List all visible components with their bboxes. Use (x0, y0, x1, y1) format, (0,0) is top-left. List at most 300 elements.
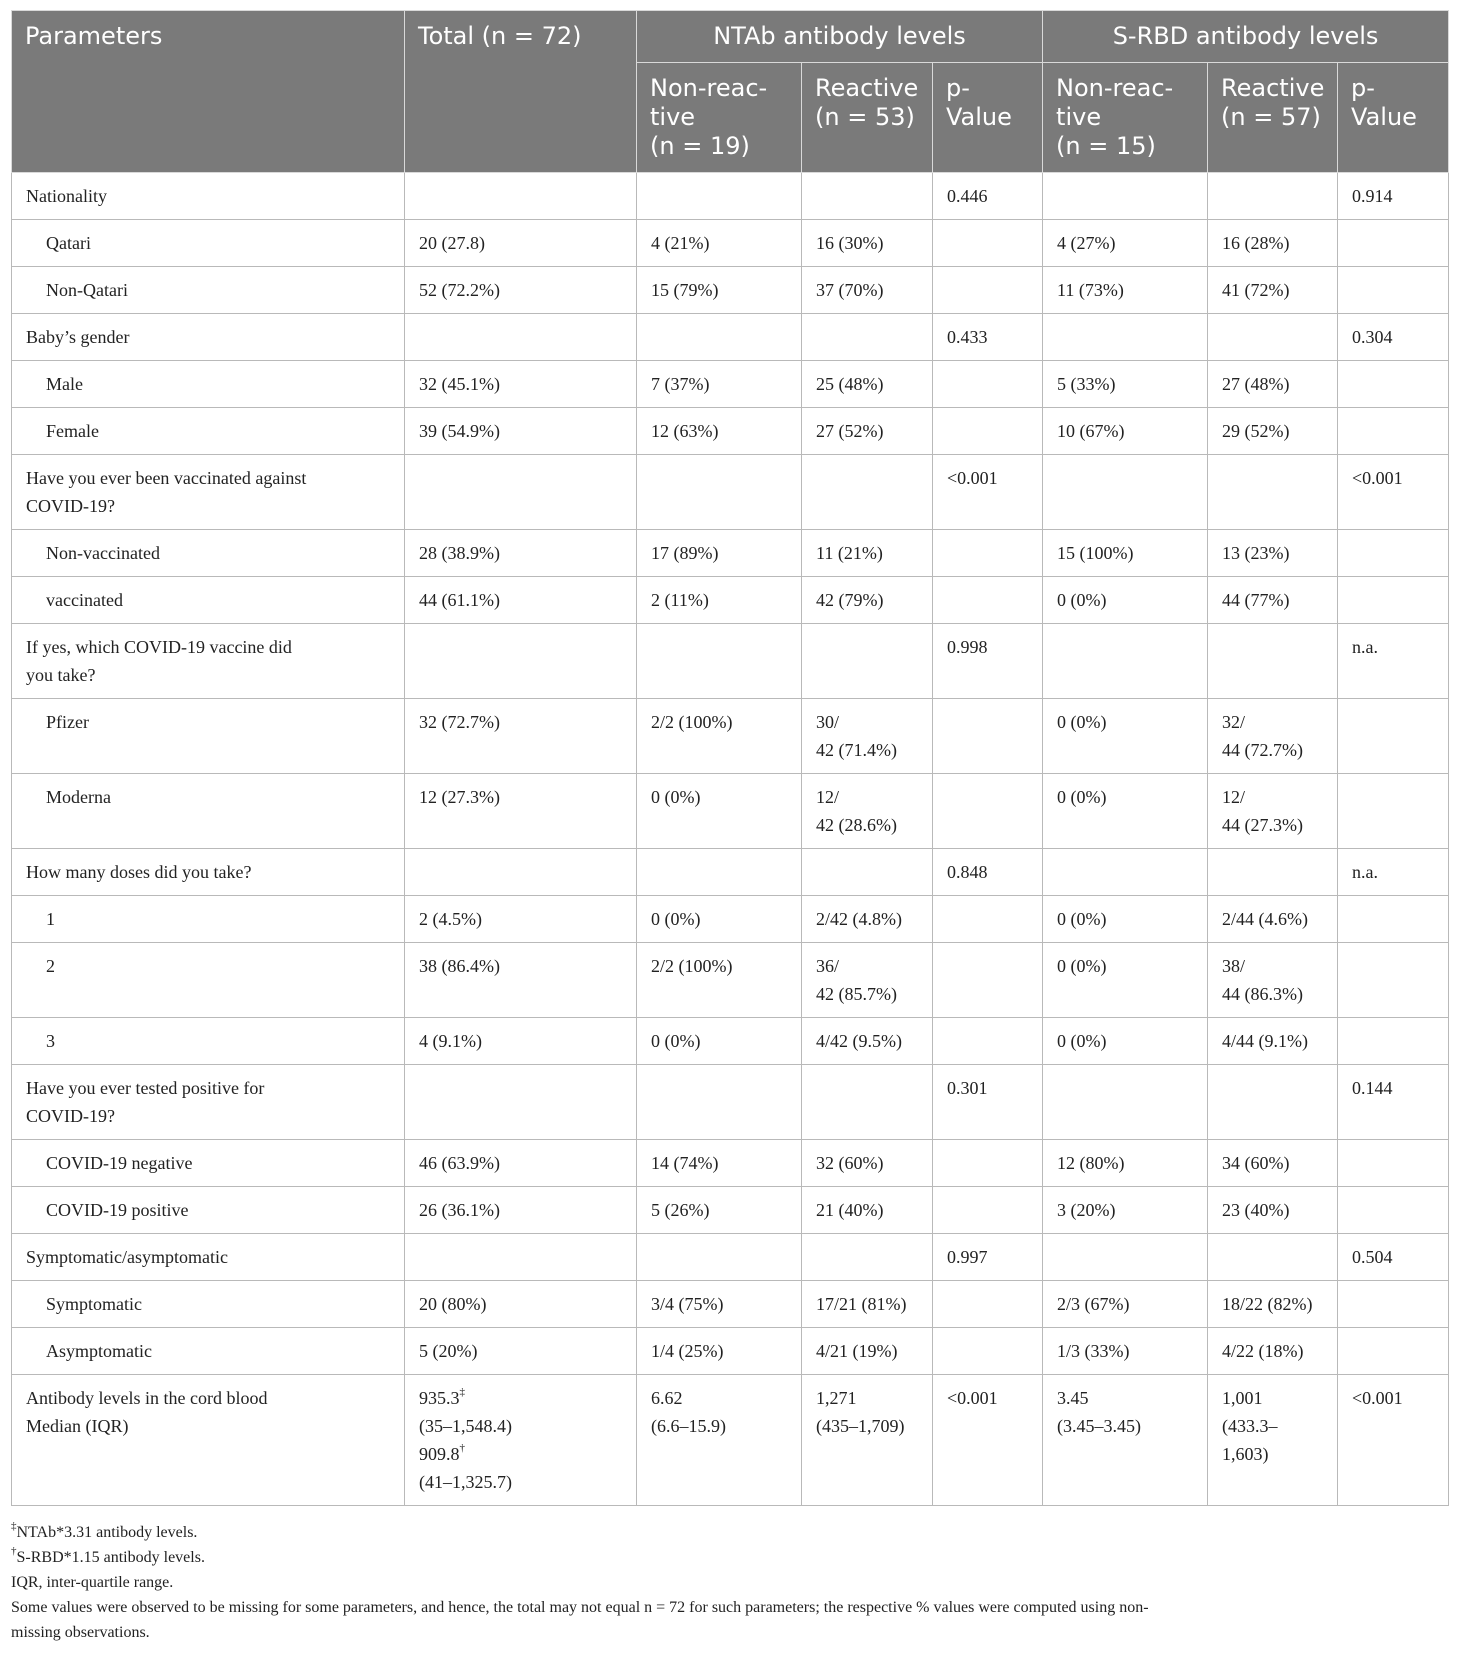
cell-line: p- (1351, 74, 1375, 102)
cell-ntab-pvalue (933, 774, 1043, 849)
cell-srbd-reactive (1208, 1234, 1338, 1281)
cell-line: 36/ (816, 956, 840, 976)
cell-line: tive (1056, 103, 1102, 131)
cell-line: 2/2 (100%) (651, 712, 733, 732)
cell-srbd-reactive (1208, 849, 1338, 896)
cell-ntab-nonreactive (637, 173, 802, 220)
cell-line: 0.144 (1352, 1078, 1393, 1098)
cell-line: 0 (0%) (1057, 590, 1107, 610)
cell-ntab-reactive (802, 1065, 933, 1140)
cell-line: 5 (26%) (651, 1200, 710, 1220)
cell-total (405, 1065, 637, 1140)
cell-ntab-reactive (802, 267, 933, 314)
cell-label (12, 361, 405, 408)
table-row (12, 1281, 1449, 1328)
cell-total (405, 1018, 637, 1065)
cell-label (12, 267, 405, 314)
cell-line: 16 (30%) (816, 233, 884, 253)
cell-line: 4 (21%) (651, 233, 710, 253)
cell-srbd-reactive (1208, 896, 1338, 943)
table-row (12, 1234, 1449, 1281)
table-row (12, 408, 1449, 455)
cell-line: Value (946, 103, 1012, 131)
cell-ntab-pvalue (933, 1281, 1043, 1328)
cell-srbd-pvalue (1338, 849, 1449, 896)
cell-line: 0 (0%) (1057, 712, 1107, 732)
cell-line: n.a. (1352, 862, 1379, 882)
cell-line: 44 (72.7%) (1222, 740, 1304, 760)
cell-label (12, 173, 405, 220)
cell-srbd-reactive (1208, 361, 1338, 408)
cell-line: (n = 57) (1221, 103, 1321, 131)
header-srbd-group: S-RBD antibody levels (1043, 11, 1449, 63)
cell-ntab-nonreactive (637, 1065, 802, 1140)
cell-line: 1/4 (25%) (651, 1341, 724, 1361)
cell-line: Have you ever been vaccinated against (26, 468, 307, 488)
header-srbd-reactive (1208, 63, 1338, 173)
footnote-3: IQR, inter-quartile range. (11, 1574, 174, 1591)
cell-srbd-pvalue (1338, 173, 1449, 220)
cell-line: 0 (0%) (1057, 787, 1107, 807)
cell-ntab-reactive (802, 896, 933, 943)
cell-srbd-pvalue (1338, 1018, 1449, 1065)
cell-srbd-pvalue (1338, 1281, 1449, 1328)
cell-label (12, 408, 405, 455)
cell-srbd-nonreactive (1043, 361, 1208, 408)
cell-line: 12/ (816, 787, 840, 807)
cell-srbd-pvalue (1338, 314, 1449, 361)
cell-line: (435–1,709) (816, 1416, 905, 1436)
cell-line: 30/ (816, 712, 840, 732)
cell-srbd-nonreactive (1043, 267, 1208, 314)
cell-ntab-reactive (802, 1234, 933, 1281)
cell-ntab-reactive (802, 774, 933, 849)
cell-ntab-reactive (802, 943, 933, 1018)
cell-line: <0.001 (947, 1388, 998, 1408)
cell-srbd-reactive (1208, 1375, 1338, 1506)
cell-line: 20 (27.8) (419, 233, 485, 253)
cell-srbd-reactive (1208, 774, 1338, 849)
table-row (12, 1018, 1449, 1065)
cell-line: 1,603) (1222, 1444, 1269, 1464)
cell-line: 0.301 (947, 1078, 988, 1098)
cell-line: Nationality (26, 186, 107, 206)
cell-line: 2/44 (4.6%) (1222, 909, 1309, 929)
cell-line: 12 (80%) (1057, 1153, 1125, 1173)
cell-ntab-pvalue (933, 1187, 1043, 1234)
cell-label (12, 896, 405, 943)
cell-ntab-pvalue (933, 943, 1043, 1018)
header-parameters: Parameters (12, 11, 405, 173)
cell-label (12, 1065, 405, 1140)
cell-label (12, 1375, 405, 1506)
cell-ntab-pvalue (933, 361, 1043, 408)
cell-srbd-pvalue (1338, 408, 1449, 455)
cell-total (405, 1234, 637, 1281)
dagger-mark: † (459, 1442, 465, 1454)
cell-line: 0 (0%) (651, 1031, 701, 1051)
footnote-4 (11, 1595, 1448, 1645)
cell-line: 0.848 (947, 862, 988, 882)
cell-srbd-pvalue (1338, 896, 1449, 943)
cell-srbd-nonreactive (1043, 1140, 1208, 1187)
cell-line: 3/4 (75%) (651, 1294, 724, 1314)
cell-srbd-nonreactive (1043, 173, 1208, 220)
cell-total (405, 267, 637, 314)
cell-ntab-nonreactive (637, 1018, 802, 1065)
cell-line: 0.304 (1352, 327, 1393, 347)
cell-line: 32 (45.1%) (419, 374, 500, 394)
cell-srbd-pvalue (1338, 361, 1449, 408)
cell-line: <0.001 (1352, 1388, 1403, 1408)
table-row-antibody-levels (12, 1375, 1449, 1506)
cell-srbd-nonreactive (1043, 774, 1208, 849)
table-row (12, 849, 1449, 896)
cell-line: 3 (46, 1031, 55, 1051)
cell-ntab-pvalue (933, 896, 1043, 943)
cell-line: 42 (79%) (816, 590, 884, 610)
cell-ntab-reactive (802, 220, 933, 267)
cell-ntab-nonreactive (637, 624, 802, 699)
cell-ntab-pvalue (933, 699, 1043, 774)
cell-label (12, 577, 405, 624)
cell-ntab-pvalue (933, 220, 1043, 267)
cell-line: 2 (4.5%) (419, 909, 482, 929)
cell-label (12, 849, 405, 896)
cell-ntab-reactive (802, 624, 933, 699)
cell-line: 16 (28%) (1222, 233, 1290, 253)
cell-line: 46 (63.9%) (419, 1153, 500, 1173)
cell-srbd-pvalue (1338, 1234, 1449, 1281)
cell-line: 2 (46, 956, 55, 976)
cell-line: n.a. (1352, 637, 1379, 657)
cell-ntab-nonreactive (637, 267, 802, 314)
cell-total (405, 1187, 637, 1234)
double-dagger-mark: ‡ (459, 1386, 465, 1398)
cell-ntab-nonreactive (637, 774, 802, 849)
table-header (12, 11, 1449, 173)
cell-total (405, 220, 637, 267)
cell-label (12, 1234, 405, 1281)
cell-line: (433.3– (1222, 1416, 1278, 1436)
cell-srbd-reactive (1208, 314, 1338, 361)
cell-line: 44 (86.3%) (1222, 984, 1304, 1004)
cell-line: 0 (0%) (1057, 956, 1107, 976)
cell-srbd-pvalue (1338, 699, 1449, 774)
header-ntab-nonreactive (637, 63, 802, 173)
cell-srbd-nonreactive (1043, 314, 1208, 361)
cell-line: Symptomatic/asymptomatic (26, 1247, 228, 1267)
table-row (12, 267, 1449, 314)
table-row (12, 896, 1449, 943)
cell-label (12, 1140, 405, 1187)
table-row (12, 1187, 1449, 1234)
cell-ntab-pvalue (933, 1234, 1043, 1281)
cell-srbd-pvalue (1338, 455, 1449, 530)
cell-ntab-nonreactive (637, 530, 802, 577)
cell-line: 0.998 (947, 637, 988, 657)
cell-line: 0 (0%) (651, 787, 701, 807)
cell-ntab-pvalue (933, 530, 1043, 577)
cell-line: Symptomatic (46, 1294, 142, 1314)
cell-line: tive (650, 103, 696, 131)
cell-label (12, 1018, 405, 1065)
cell-ntab-nonreactive (637, 1375, 802, 1506)
data-table (11, 10, 1449, 1506)
cell-ntab-reactive (802, 699, 933, 774)
cell-line: 28 (38.9%) (419, 543, 500, 563)
cell-line: 17 (89%) (651, 543, 719, 563)
cell-line: 3.45 (1057, 1388, 1089, 1408)
cell-total (405, 774, 637, 849)
cell-ntab-nonreactive (637, 896, 802, 943)
cell-line: 25 (48%) (816, 374, 884, 394)
cell-line: Baby’s gender (26, 327, 130, 347)
cell-line: 2/2 (100%) (651, 956, 733, 976)
cell-line: (n = 15) (1056, 132, 1156, 160)
cell-line: 5 (33%) (1057, 374, 1116, 394)
cell-ntab-pvalue (933, 1065, 1043, 1140)
cell-srbd-reactive (1208, 1140, 1338, 1187)
cell-line: 2/3 (67%) (1057, 1294, 1130, 1314)
cell-srbd-nonreactive (1043, 220, 1208, 267)
cell-srbd-reactive (1208, 577, 1338, 624)
cell-line: 1,001 (1222, 1388, 1263, 1408)
header-ntab-reactive (802, 63, 933, 173)
cell-line: 42 (85.7%) (816, 984, 897, 1004)
cell-label (12, 943, 405, 1018)
cell-label (12, 314, 405, 361)
cell-line: 15 (100%) (1057, 543, 1134, 563)
cell-total (405, 577, 637, 624)
cell-srbd-nonreactive (1043, 1281, 1208, 1328)
cell-ntab-reactive (802, 1140, 933, 1187)
cell-srbd-nonreactive (1043, 455, 1208, 530)
cell-line: 15 (79%) (651, 280, 719, 300)
cell-total (405, 314, 637, 361)
cell-label (12, 530, 405, 577)
cell-ntab-reactive (802, 1187, 933, 1234)
cell-line: 27 (52%) (816, 421, 884, 441)
table-row (12, 1065, 1449, 1140)
cell-srbd-reactive (1208, 455, 1338, 530)
cell-ntab-pvalue (933, 1375, 1043, 1506)
cell-ntab-reactive (802, 530, 933, 577)
cell-srbd-reactive (1208, 699, 1338, 774)
table-row (12, 361, 1449, 408)
cell-total (405, 699, 637, 774)
cell-ntab-nonreactive (637, 1234, 802, 1281)
cell-ntab-pvalue (933, 408, 1043, 455)
cell-line: 52 (72.2%) (419, 280, 500, 300)
cell-srbd-nonreactive (1043, 1065, 1208, 1140)
cell-ntab-reactive (802, 1018, 933, 1065)
cell-line: 4/44 (9.1%) (1222, 1031, 1309, 1051)
cell-line: 4/22 (18%) (1222, 1341, 1304, 1361)
cell-line: 4/21 (19%) (816, 1341, 898, 1361)
cell-line: 0 (0%) (1057, 1031, 1107, 1051)
cell-line: 1 (46, 909, 55, 929)
cell-ntab-nonreactive (637, 849, 802, 896)
cell-ntab-reactive (802, 1281, 933, 1328)
cell-total (405, 624, 637, 699)
cell-line: Non-reac- (1056, 74, 1174, 102)
cell-srbd-nonreactive (1043, 943, 1208, 1018)
table-row (12, 173, 1449, 220)
cell-ntab-nonreactive (637, 1281, 802, 1328)
cell-ntab-pvalue (933, 173, 1043, 220)
cell-line: 7 (37%) (651, 374, 710, 394)
cell-line: Reactive (1221, 74, 1325, 102)
cell-ntab-pvalue (933, 455, 1043, 530)
table-row (12, 1328, 1449, 1375)
header-srbd-nonreactive (1043, 63, 1208, 173)
cell-line: <0.001 (947, 468, 998, 488)
cell-srbd-nonreactive (1043, 408, 1208, 455)
cell-line: 4 (9.1%) (419, 1031, 482, 1051)
cell-line: 0.914 (1352, 186, 1393, 206)
cell-srbd-pvalue (1338, 943, 1449, 1018)
cell-srbd-pvalue (1338, 1065, 1449, 1140)
cell-label (12, 774, 405, 849)
cell-ntab-reactive (802, 455, 933, 530)
table-row (12, 774, 1449, 849)
total-srbd-iqr: (41–1,325.7) (419, 1472, 512, 1492)
footnote-2 (11, 1545, 1448, 1570)
cell-line: COVID-19? (26, 496, 115, 516)
cell-srbd-pvalue (1338, 1187, 1449, 1234)
cell-srbd-pvalue (1338, 577, 1449, 624)
cell-line: Qatari (46, 233, 91, 253)
cell-srbd-pvalue (1338, 220, 1449, 267)
table-row (12, 220, 1449, 267)
cell-line: 12/ (1222, 787, 1246, 807)
cell-line: 32/ (1222, 712, 1246, 732)
cell-srbd-reactive (1208, 1065, 1338, 1140)
cell-line: 0.997 (947, 1247, 988, 1267)
table-body (12, 173, 1449, 1506)
cell-line: (3.45–3.45) (1057, 1416, 1142, 1436)
cell-line: Male (46, 374, 83, 394)
cell-line: 0.446 (947, 186, 988, 206)
cell-srbd-nonreactive (1043, 1018, 1208, 1065)
cell-ntab-reactive (802, 1328, 933, 1375)
table-row (12, 314, 1449, 361)
cell-srbd-nonreactive (1043, 577, 1208, 624)
footnote-4-line-1: Some values were observed to be missing for some parameters, and hence, the total may not equal n = 72 for such parameters; the respective % values were computed using non- (11, 1599, 1149, 1616)
cell-ntab-pvalue (933, 1140, 1043, 1187)
cell-srbd-reactive (1208, 943, 1338, 1018)
cell-line: 38 (86.4%) (419, 956, 500, 976)
header-ntab-group: NTAb antibody levels (637, 11, 1043, 63)
cell-line: <0.001 (1352, 468, 1403, 488)
dagger-mark: † (11, 1544, 17, 1557)
cell-line: 44 (61.1%) (419, 590, 500, 610)
cell-srbd-pvalue (1338, 1140, 1449, 1187)
cell-line: 13 (23%) (1222, 543, 1290, 563)
cell-line: 11 (73%) (1057, 280, 1124, 300)
double-dagger-mark: ‡ (11, 1519, 17, 1532)
cell-line: (n = 53) (815, 103, 915, 131)
cell-line: 2/42 (4.8%) (816, 909, 902, 929)
cell-ntab-nonreactive (637, 408, 802, 455)
table-row (12, 624, 1449, 699)
cell-srbd-reactive (1208, 1018, 1338, 1065)
cell-line: 11 (21%) (816, 543, 883, 563)
cell-ntab-reactive (802, 408, 933, 455)
cell-ntab-reactive (802, 577, 933, 624)
cell-line: 23 (40%) (1222, 1200, 1290, 1220)
cell-line: 0 (0%) (1057, 909, 1107, 929)
cell-srbd-reactive (1208, 1187, 1338, 1234)
cell-line: 44 (77%) (1222, 590, 1290, 610)
cell-line: 10 (67%) (1057, 421, 1125, 441)
cell-line: 0.504 (1352, 1247, 1393, 1267)
header-ntab-pvalue (933, 63, 1043, 173)
cell-line: 12 (63%) (651, 421, 719, 441)
cell-srbd-pvalue (1338, 267, 1449, 314)
cell-ntab-pvalue (933, 849, 1043, 896)
cell-ntab-reactive (802, 314, 933, 361)
cell-ntab-pvalue (933, 1018, 1043, 1065)
cell-line: Non-Qatari (46, 280, 128, 300)
cell-line: Reactive (815, 74, 919, 102)
cell-total (405, 943, 637, 1018)
cell-line: Median (IQR) (26, 1416, 129, 1436)
cell-line: 42 (28.6%) (816, 815, 897, 835)
header-srbd-pvalue (1338, 63, 1449, 173)
cell-srbd-reactive (1208, 173, 1338, 220)
cell-line: 27 (48%) (1222, 374, 1290, 394)
cell-srbd-reactive (1208, 408, 1338, 455)
table-footnotes (11, 1520, 1448, 1645)
footnote-1-text: NTAb*3.31 antibody levels. (16, 1524, 198, 1541)
cell-line: 34 (60%) (1222, 1153, 1290, 1173)
cell-ntab-nonreactive (637, 361, 802, 408)
cell-srbd-pvalue (1338, 774, 1449, 849)
cell-label (12, 1187, 405, 1234)
cell-line: 39 (54.9%) (419, 421, 500, 441)
cell-label (12, 1281, 405, 1328)
cell-line: 29 (52%) (1222, 421, 1290, 441)
cell-line: 3 (20%) (1057, 1200, 1116, 1220)
cell-label (12, 455, 405, 530)
cell-line: 38/ (1222, 956, 1246, 976)
cell-line: 21 (40%) (816, 1200, 884, 1220)
cell-line: Antibody levels in the cord blood (26, 1388, 268, 1408)
cell-srbd-nonreactive (1043, 1375, 1208, 1506)
cell-total (405, 1375, 637, 1506)
cell-line: 1/3 (33%) (1057, 1341, 1130, 1361)
cell-ntab-pvalue (933, 314, 1043, 361)
cell-ntab-nonreactive (637, 577, 802, 624)
cell-ntab-pvalue (933, 267, 1043, 314)
cell-srbd-reactive (1208, 220, 1338, 267)
cell-srbd-reactive (1208, 624, 1338, 699)
total-srbd-median: 909.8 (419, 1444, 460, 1464)
cell-line: COVID-19 positive (46, 1200, 189, 1220)
cell-srbd-nonreactive (1043, 1328, 1208, 1375)
cell-label (12, 624, 405, 699)
cell-srbd-nonreactive (1043, 1187, 1208, 1234)
cell-total (405, 530, 637, 577)
cell-ntab-pvalue (933, 577, 1043, 624)
cell-line: Non-reac- (650, 74, 768, 102)
cell-ntab-nonreactive (637, 1187, 802, 1234)
table-wrapper (11, 10, 1448, 1506)
cell-line: COVID-19 negative (46, 1153, 193, 1173)
header-row-top (12, 11, 1449, 63)
